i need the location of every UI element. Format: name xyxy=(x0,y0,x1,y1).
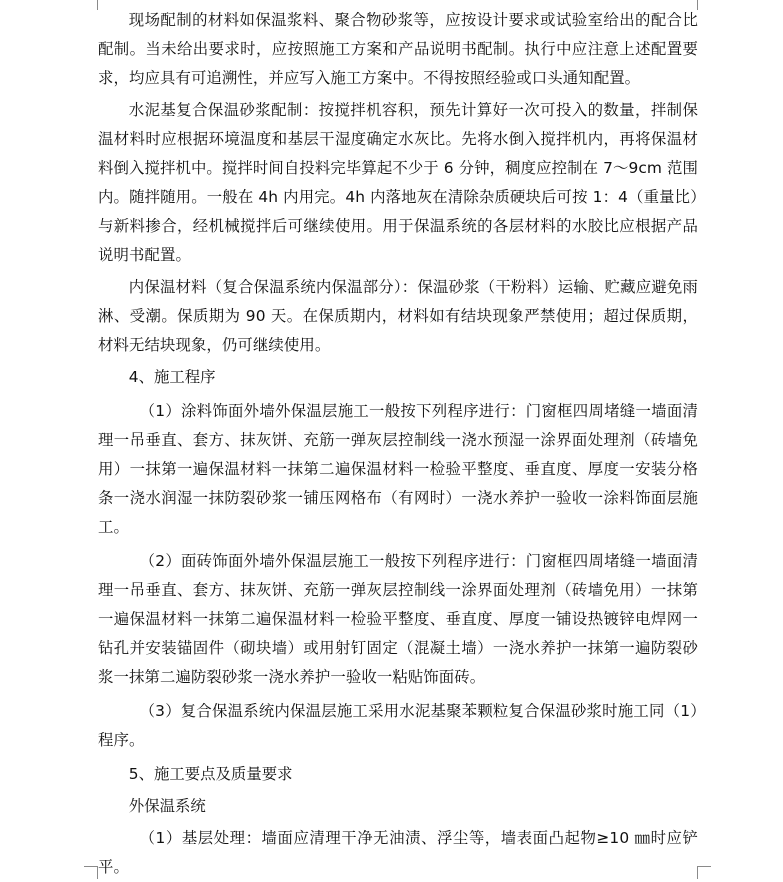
crop-mark-bottom-right-horizontal xyxy=(697,866,711,867)
paragraph-cement-mortar-mixing: 水泥基复合保温砂浆配制：按搅拌机容积，预先计算好一次可投入的数量，拌制保温材料时应根据环境温度和基层干湿度确定水灰比。先将水倒入搅拌机内，再将保温材料倒入搅拌机中。搅拌时间自投料完毕算起不少于 6 分钟，稠度应控制在 7～9cm 范围内。随拌随用。一般在 4h 内用完。4h 内落地灰在清除杂质硬块后可按 1：4（重量比）与新料掺合，经机械搅拌后可继续使用。用于保温系统的各层材料的水胶比应根据产品说明书配置。 xyxy=(98,101,698,264)
heading-key-points-quality: 5、施工要点及质量要求 xyxy=(128,765,293,783)
crop-mark-bottom-left-horizontal xyxy=(84,866,98,867)
paragraph-material-mixing: 现场配制的材料如保温浆料、聚合物砂浆等，应按设计要求或试验室给出的配合比配制。当未给出要求时，应按照施工方案和产品说明书配制。执行中应注意上述配置要求，均应具有可追溯性，并应写入施工方案中。不得按照经验或口头通知配置。 xyxy=(98,11,698,87)
subheading-external-insulation: 外保温系统 xyxy=(128,797,206,815)
heading-construction-procedure: 4、施工程序 xyxy=(128,368,216,386)
procedure-item-3: （3）复合保温系统内保温层施工采用水泥基聚苯颗粒复合保温砂浆时施工同（1）程序。 xyxy=(98,702,698,749)
paragraph-inner-insulation-material: 内保温材料（复合保温系统内保温部分）：保温砂浆（干粉料）运输、贮藏应避免雨淋、受潮。保质期为 90 天。在保质期内，材料如有结块现象严禁使用；超过保质期，材料无结块现象，仍可继续使用。 xyxy=(98,278,698,354)
procedure-item-1: （1）涂料饰面外墙外保温层施工一般按下列程序进行：门窗框四周堵缝一墙面清理一吊垂直、套方、抹灰饼、充筋一弹灰层控制线一浇水预湿一涂界面处理剂（砖墙免用）一抹第一遍保温材料一抹第二遍保温材料一检验平整度、垂直度、厚度一安装分格条一浇水润湿一抹防裂砂浆一铺压网格布（有网时）一浇水养护一验收一涂料饰面层施工。 xyxy=(98,402,698,536)
procedure-item-2: （2）面砖饰面外墙外保温层施工一般按下列程序进行：门窗框四周堵缝一墙面清理一吊垂直、套方、抹灰饼、充筋一弹灰层控制线一涂界面处理剂（砖墙免用）一抹第一遍保温材料一抹第二遍保温材料一检验平整度、垂直度、厚度一铺设热镀锌电焊网一钻孔并安装锚固件（砌块墙）或用射钉固定（混凝土墙）一浇水养护一抹第一遍防裂砂浆一抹第二遍防裂砂浆一浇水养护一验收一粘贴饰面砖。 xyxy=(98,552,698,686)
document-body xyxy=(98,6,698,882)
paragraph-base-treatment: （1）基层处理：墙面应清理干净无油渍、浮尘等，墙表面凸起物≥10 ㎜时应铲平。 xyxy=(98,829,698,876)
